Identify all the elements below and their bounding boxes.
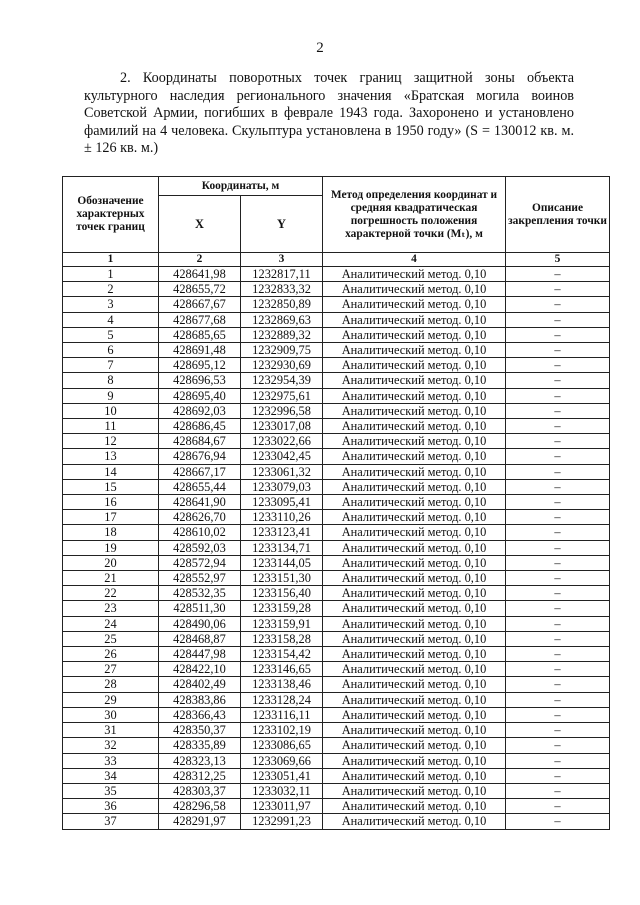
header-y: Y [241,196,323,253]
cell-point-number: 3 [63,297,159,312]
cell-y: 1232889,32 [241,327,323,342]
cell-x: 428684,67 [159,434,241,449]
cell-y: 1233159,91 [241,616,323,631]
cell-fixing: – [506,631,610,646]
cell-x: 428402,49 [159,677,241,692]
cell-y: 1233156,40 [241,586,323,601]
cell-point-number: 13 [63,449,159,464]
cell-y: 1233144,05 [241,555,323,570]
cell-fixing: – [506,677,610,692]
cell-method: Аналитический метод. 0,10 [323,753,506,768]
cell-point-number: 27 [63,662,159,677]
cell-point-number: 18 [63,525,159,540]
column-number-row [63,253,610,267]
cell-method: Аналитический метод. 0,10 [323,312,506,327]
cell-x: 428641,90 [159,495,241,510]
cell-x: 428610,02 [159,525,241,540]
cell-fixing: – [506,327,610,342]
cell-point-number: 19 [63,540,159,555]
cell-x: 428677,68 [159,312,241,327]
cell-fixing: – [506,692,610,707]
cell-x: 428572,94 [159,555,241,570]
table-row [63,601,610,616]
cell-y: 1233134,71 [241,540,323,555]
cell-point-number: 28 [63,677,159,692]
table-row [63,555,610,570]
cell-fixing: – [506,783,610,798]
cell-fixing: – [506,555,610,570]
cell-x: 428532,35 [159,586,241,601]
cell-method: Аналитический метод. 0,10 [323,631,506,646]
cell-x: 428447,98 [159,647,241,662]
cell-x: 428641,98 [159,267,241,282]
table-row [63,434,610,449]
table-row [63,525,610,540]
table-row [63,419,610,434]
cell-point-number: 37 [63,814,159,829]
cell-x: 428686,45 [159,419,241,434]
cell-fixing: – [506,738,610,753]
cell-y: 1233017,08 [241,419,323,434]
cell-point-number: 7 [63,358,159,373]
table-row [63,495,610,510]
cell-point-number: 4 [63,312,159,327]
cell-x: 428291,97 [159,814,241,829]
table-row [63,403,610,418]
cell-fixing: – [506,571,610,586]
table-row [63,571,610,586]
table-row [63,753,610,768]
cell-fixing: – [506,540,610,555]
cell-fixing: – [506,419,610,434]
cell-y: 1233102,19 [241,723,323,738]
cell-method: Аналитический метод. 0,10 [323,327,506,342]
cell-y: 1233079,03 [241,479,323,494]
cell-method: Аналитический метод. 0,10 [323,388,506,403]
column-number: 1 [63,253,159,267]
cell-fixing: – [506,525,610,540]
cell-y: 1233032,11 [241,783,323,798]
cell-fixing: – [506,768,610,783]
coordinates-table [62,176,610,830]
cell-x: 428422,10 [159,662,241,677]
cell-fixing: – [506,479,610,494]
cell-x: 428490,06 [159,616,241,631]
cell-x: 428592,03 [159,540,241,555]
cell-method: Аналитический метод. 0,10 [323,555,506,570]
table-row [63,312,610,327]
cell-point-number: 15 [63,479,159,494]
cell-y: 1233128,24 [241,692,323,707]
column-number: 4 [323,253,506,267]
cell-method: Аналитический метод. 0,10 [323,282,506,297]
cell-fixing: – [506,799,610,814]
table-row [63,738,610,753]
cell-y: 1232975,61 [241,388,323,403]
cell-method: Аналитический метод. 0,10 [323,495,506,510]
cell-method: Аналитический метод. 0,10 [323,586,506,601]
table-row [63,586,610,601]
cell-x: 428695,12 [159,358,241,373]
table-row [63,373,610,388]
cell-fixing: – [506,464,610,479]
cell-fixing: – [506,267,610,282]
cell-point-number: 5 [63,327,159,342]
cell-x: 428468,87 [159,631,241,646]
cell-method: Аналитический метод. 0,10 [323,814,506,829]
cell-point-number: 16 [63,495,159,510]
cell-method: Аналитический метод. 0,10 [323,358,506,373]
cell-fixing: – [506,662,610,677]
header-fixing-description: Описание закрепления точки [506,177,610,253]
cell-fixing: – [506,358,610,373]
table-row [63,692,610,707]
cell-fixing: – [506,388,610,403]
cell-x: 428691,48 [159,343,241,358]
column-number: 2 [159,253,241,267]
cell-x: 428685,65 [159,327,241,342]
column-number: 5 [506,253,610,267]
cell-x: 428626,70 [159,510,241,525]
table-row [63,343,610,358]
cell-y: 1233022,66 [241,434,323,449]
cell-method: Аналитический метод. 0,10 [323,343,506,358]
cell-fixing: – [506,814,610,829]
table-row [63,662,610,677]
cell-y: 1233086,65 [241,738,323,753]
cell-y: 1232869,63 [241,312,323,327]
cell-y: 1232833,32 [241,282,323,297]
cell-x: 428552,97 [159,571,241,586]
cell-x: 428323,13 [159,753,241,768]
cell-y: 1233069,66 [241,753,323,768]
table-row [63,768,610,783]
table-row [63,723,610,738]
cell-fixing: – [506,434,610,449]
cell-fixing: – [506,616,610,631]
cell-point-number: 36 [63,799,159,814]
cell-point-number: 11 [63,419,159,434]
cell-x: 428366,43 [159,707,241,722]
cell-x: 428335,89 [159,738,241,753]
table-row [63,297,610,312]
cell-x: 428303,37 [159,783,241,798]
table-row [63,327,610,342]
cell-point-number: 23 [63,601,159,616]
cell-method: Аналитический метод. 0,10 [323,799,506,814]
table-row [63,647,610,662]
table-row [63,449,610,464]
cell-y: 1232996,58 [241,403,323,418]
cell-y: 1232991,23 [241,814,323,829]
cell-y: 1233110,26 [241,510,323,525]
cell-y: 1233061,32 [241,464,323,479]
cell-fixing: – [506,707,610,722]
cell-fixing: – [506,647,610,662]
cell-point-number: 21 [63,571,159,586]
cell-y: 1233151,30 [241,571,323,586]
cell-method: Аналитический метод. 0,10 [323,403,506,418]
cell-y: 1233154,42 [241,647,323,662]
table-row [63,814,610,829]
table-row [63,267,610,282]
cell-x: 428312,25 [159,768,241,783]
table-row [63,282,610,297]
cell-point-number: 6 [63,343,159,358]
cell-x: 428695,40 [159,388,241,403]
cell-x: 428676,94 [159,449,241,464]
cell-point-number: 12 [63,434,159,449]
cell-method: Аналитический метод. 0,10 [323,616,506,631]
header-x: X [159,196,241,253]
cell-x: 428655,72 [159,282,241,297]
cell-method: Аналитический метод. 0,10 [323,647,506,662]
table-row [63,388,610,403]
cell-fixing: – [506,282,610,297]
table-row [63,464,610,479]
table-row [63,799,610,814]
cell-point-number: 2 [63,282,159,297]
cell-y: 1233158,28 [241,631,323,646]
cell-y: 1233116,11 [241,707,323,722]
cell-x: 428692,03 [159,403,241,418]
cell-x: 428696,53 [159,373,241,388]
cell-fixing: – [506,343,610,358]
cell-point-number: 22 [63,586,159,601]
table-row [63,540,610,555]
cell-method: Аналитический метод. 0,10 [323,464,506,479]
cell-method: Аналитический метод. 0,10 [323,267,506,282]
cell-x: 428511,30 [159,601,241,616]
cell-y: 1233042,45 [241,449,323,464]
cell-fixing: – [506,403,610,418]
table-row [63,783,610,798]
cell-point-number: 1 [63,267,159,282]
cell-x: 428383,86 [159,692,241,707]
cell-method: Аналитический метод. 0,10 [323,723,506,738]
cell-point-number: 29 [63,692,159,707]
header-coordinates: Координаты, м [159,177,323,196]
cell-method: Аналитический метод. 0,10 [323,449,506,464]
table-row [63,677,610,692]
cell-method: Аналитический метод. 0,10 [323,738,506,753]
cell-fixing: – [506,373,610,388]
cell-point-number: 34 [63,768,159,783]
cell-method: Аналитический метод. 0,10 [323,783,506,798]
cell-y: 1233123,41 [241,525,323,540]
cell-y: 1232930,69 [241,358,323,373]
cell-method: Аналитический метод. 0,10 [323,540,506,555]
cell-fixing: – [506,586,610,601]
cell-point-number: 9 [63,388,159,403]
cell-method: Аналитический метод. 0,10 [323,768,506,783]
cell-point-number: 20 [63,555,159,570]
cell-fixing: – [506,753,610,768]
cell-point-number: 33 [63,753,159,768]
table-row [63,707,610,722]
table-row [63,510,610,525]
cell-method: Аналитический метод. 0,10 [323,373,506,388]
cell-method: Аналитический метод. 0,10 [323,510,506,525]
table-row [63,616,610,631]
cell-point-number: 25 [63,631,159,646]
cell-y: 1233095,41 [241,495,323,510]
cell-point-number: 24 [63,616,159,631]
page-number: 2 [316,40,324,56]
table-body [63,267,610,830]
column-number: 3 [241,253,323,267]
cell-method: Аналитический метод. 0,10 [323,677,506,692]
cell-fixing: – [506,510,610,525]
header-method: Метод определения координат и средняя квадратическая погрешность положения характерной точки (Mₜ), м [323,177,506,253]
cell-y: 1233051,41 [241,768,323,783]
cell-method: Аналитический метод. 0,10 [323,692,506,707]
cell-x: 428350,37 [159,723,241,738]
cell-method: Аналитический метод. 0,10 [323,297,506,312]
cell-point-number: 8 [63,373,159,388]
cell-fixing: – [506,449,610,464]
cell-y: 1233011,97 [241,799,323,814]
cell-y: 1233159,28 [241,601,323,616]
cell-method: Аналитический метод. 0,10 [323,479,506,494]
cell-method: Аналитический метод. 0,10 [323,601,506,616]
cell-y: 1233138,46 [241,677,323,692]
cell-method: Аналитический метод. 0,10 [323,662,506,677]
cell-point-number: 35 [63,783,159,798]
cell-point-number: 17 [63,510,159,525]
table-row [63,358,610,373]
cell-method: Аналитический метод. 0,10 [323,419,506,434]
header-point-designation: Обозначение характерных точек границ [63,177,159,253]
cell-y: 1232850,89 [241,297,323,312]
cell-fixing: – [506,297,610,312]
cell-fixing: – [506,601,610,616]
cell-x: 428296,58 [159,799,241,814]
cell-y: 1232909,75 [241,343,323,358]
cell-y: 1232817,11 [241,267,323,282]
cell-fixing: – [506,312,610,327]
cell-y: 1233146,65 [241,662,323,677]
cell-method: Аналитический метод. 0,10 [323,434,506,449]
table-row [63,479,610,494]
intro-text: 2. Координаты поворотных точек границ защитной зоны объекта культурного наследия регионального значения «Братская могила воинов Советской Армии, погибших в феврале 1943 года. Захоронено и установлено фамилий на 4 человека. Скульптура установлена в 1950 году» (S = 130012 кв. м. ± 126 кв. м.) [84,70,574,156]
cell-point-number: 30 [63,707,159,722]
cell-x: 428655,44 [159,479,241,494]
cell-point-number: 10 [63,403,159,418]
cell-point-number: 14 [63,464,159,479]
table-row [63,631,610,646]
cell-method: Аналитический метод. 0,10 [323,707,506,722]
cell-method: Аналитический метод. 0,10 [323,571,506,586]
cell-x: 428667,17 [159,464,241,479]
cell-point-number: 26 [63,647,159,662]
cell-point-number: 31 [63,723,159,738]
cell-y: 1232954,39 [241,373,323,388]
cell-point-number: 32 [63,738,159,753]
cell-fixing: – [506,495,610,510]
cell-method: Аналитический метод. 0,10 [323,525,506,540]
cell-x: 428667,67 [159,297,241,312]
intro-paragraph [84,70,574,158]
cell-fixing: – [506,723,610,738]
